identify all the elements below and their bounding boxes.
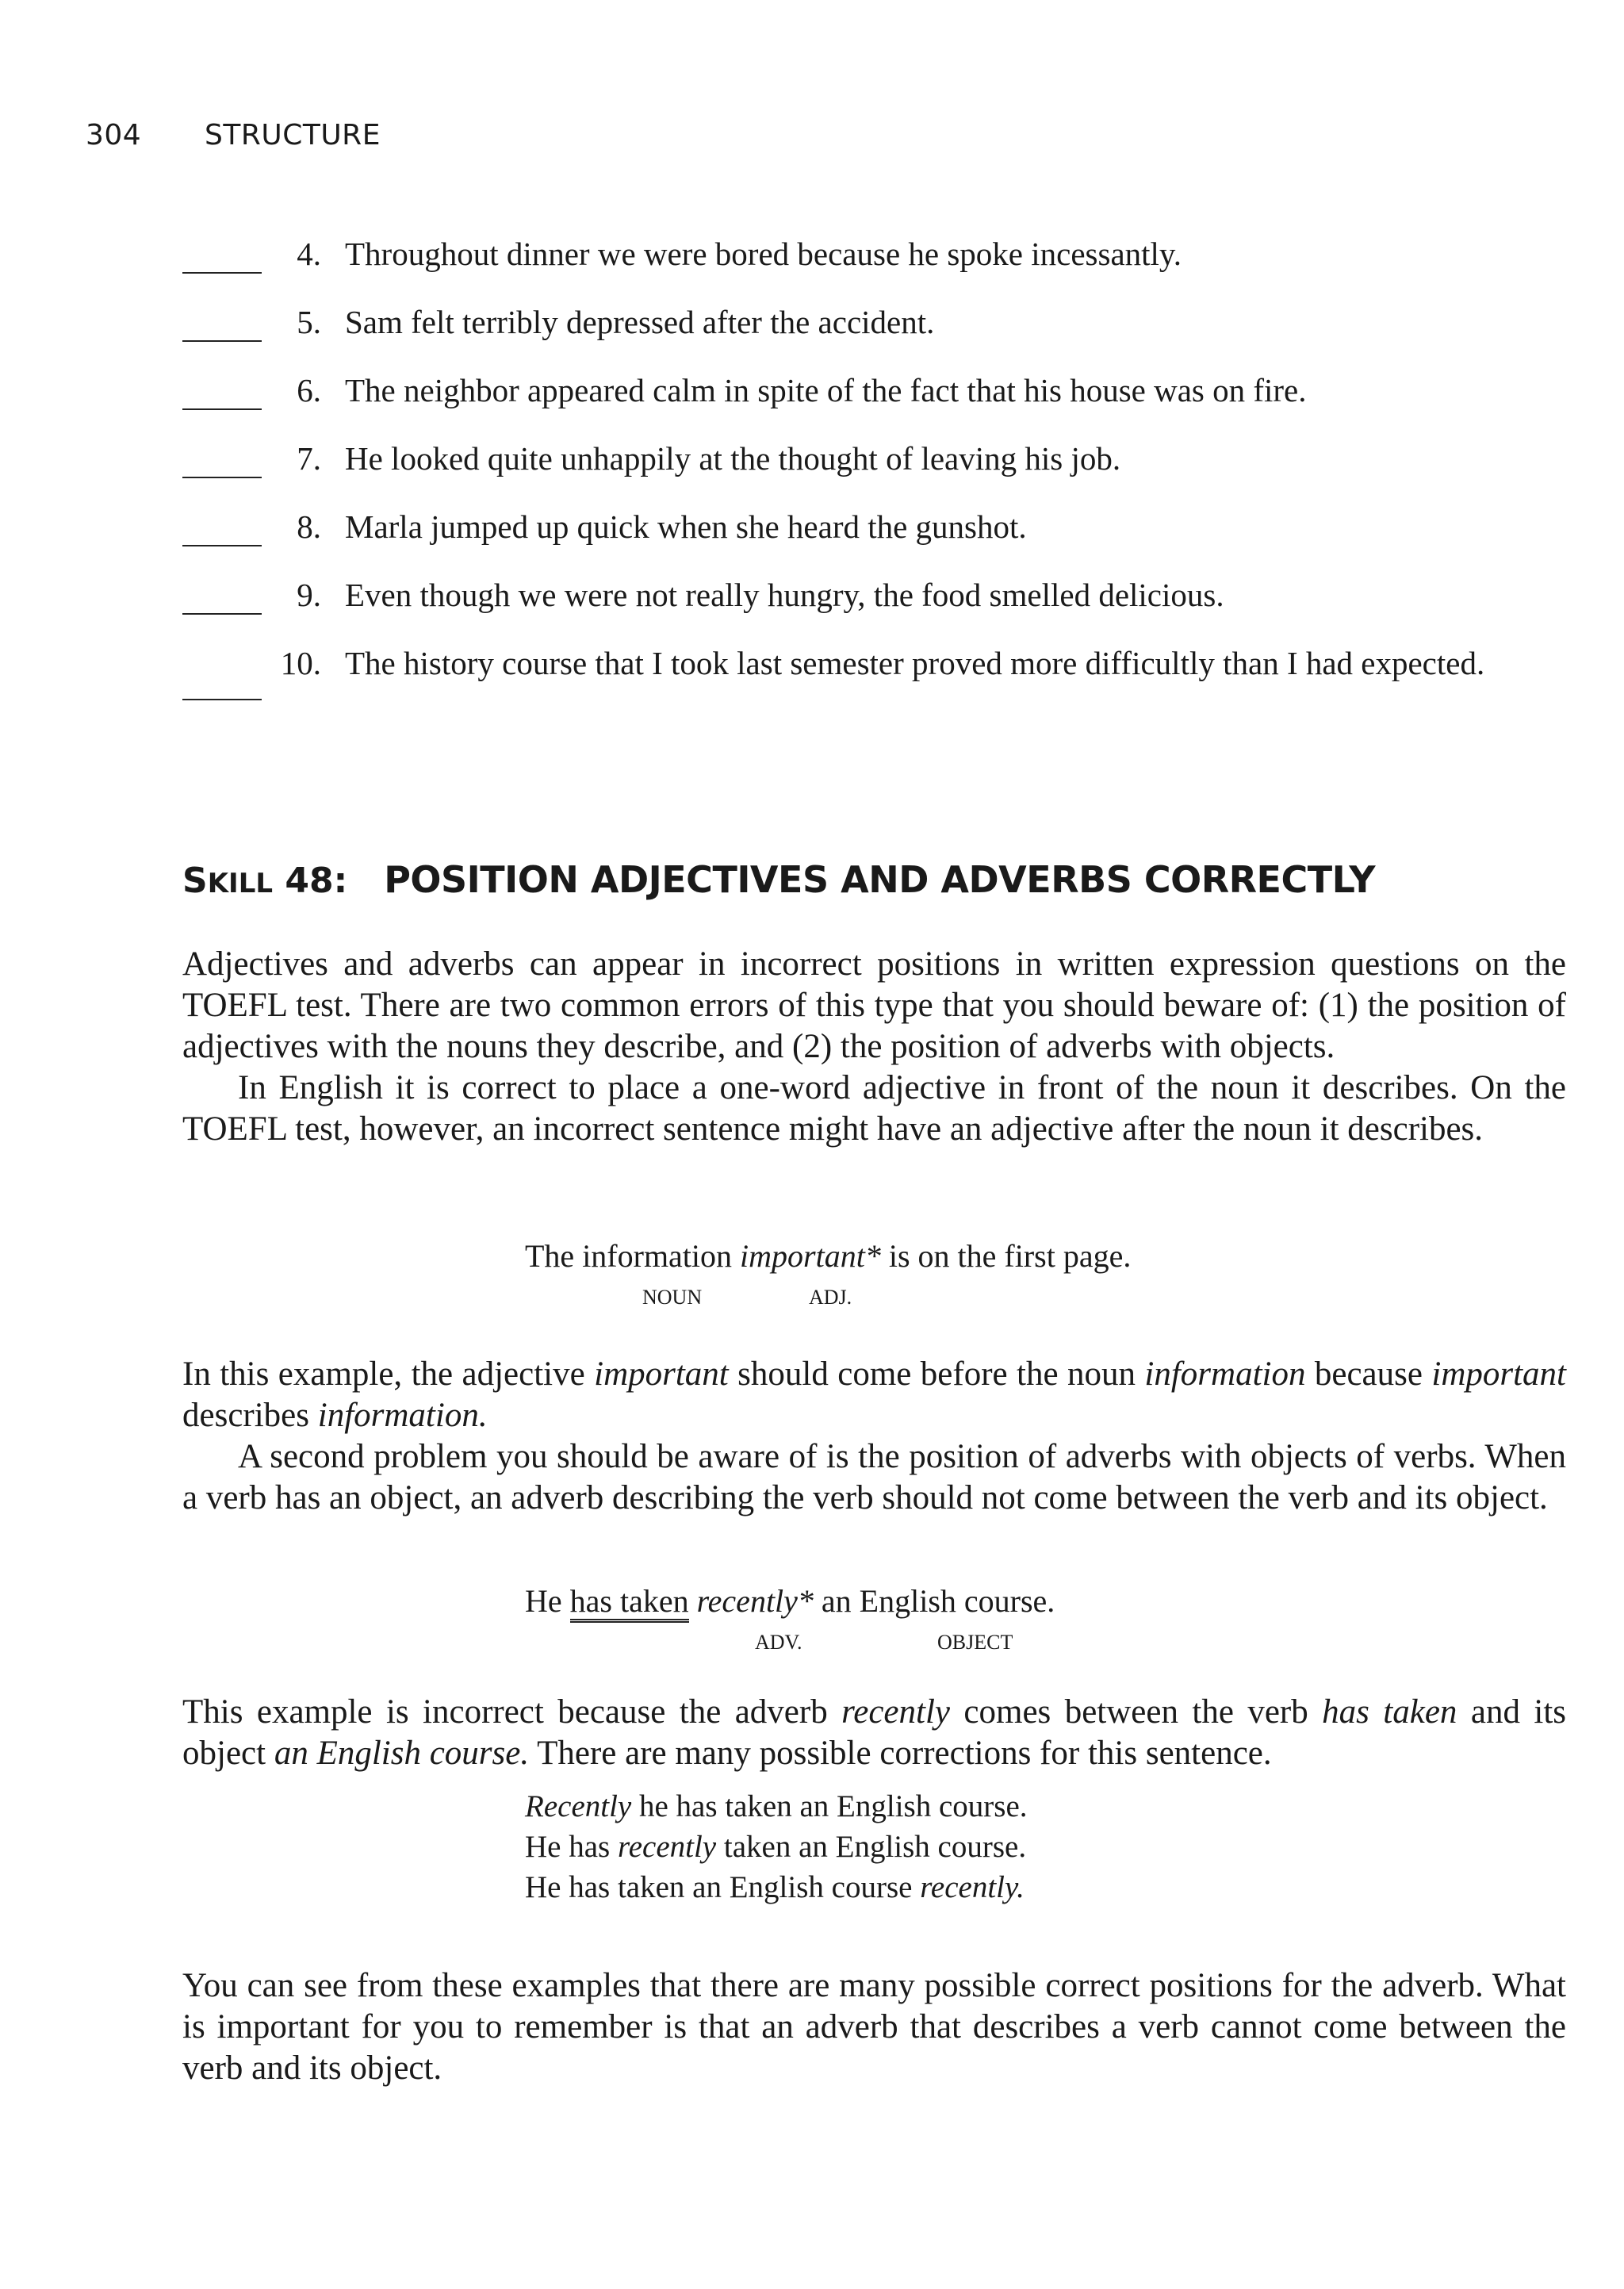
exercise-item bbox=[182, 435, 1530, 503]
example-text bbox=[689, 1583, 697, 1619]
text-run: comes between the verb bbox=[950, 1693, 1323, 1731]
skill-title-text: POSITION ADJECTIVES AND ADVERBS CORRECTLY bbox=[384, 858, 1376, 901]
correction-examples bbox=[525, 1786, 1028, 1908]
example-text: is on the first page. bbox=[880, 1238, 1132, 1274]
answer-blank[interactable] bbox=[182, 408, 262, 410]
closing-paragraph bbox=[182, 1965, 1566, 2089]
text-run: and its object bbox=[182, 1693, 1566, 1772]
example-error-word: recently* bbox=[696, 1583, 814, 1619]
text-run: he has taken an English course. bbox=[631, 1789, 1028, 1823]
paragraph: Adjectives and adverbs can appear in incorrect positions in written expression questions on the TOEFL test. There are two common errors of this type that you should beware of: (1) the position of adjectives with the nouns they describe, and (2) the position of adverbs with objects. bbox=[182, 945, 1566, 1065]
item-number: 10. bbox=[280, 645, 321, 681]
text-run-italic: Recently bbox=[525, 1789, 632, 1823]
intro-paragraphs bbox=[182, 944, 1566, 1150]
correction-intro bbox=[182, 1692, 1566, 1774]
example-labels bbox=[525, 1631, 1055, 1662]
item-sentence: The history course that I took last semester proved more difficultly than I had expected. bbox=[345, 645, 1485, 681]
example-text: He bbox=[525, 1583, 570, 1619]
answer-blank[interactable] bbox=[182, 272, 262, 274]
page-number: 304 bbox=[86, 119, 142, 151]
example-labels bbox=[525, 1286, 1131, 1317]
text-run-italic: important bbox=[594, 1355, 729, 1393]
answer-blank[interactable] bbox=[182, 699, 262, 700]
text-run: This example is incorrect because the adverb bbox=[182, 1693, 842, 1731]
exercise-item bbox=[182, 230, 1530, 298]
item-number: 6. bbox=[297, 372, 321, 408]
text-run-italic: recently bbox=[617, 1830, 717, 1864]
item-sentence: Throughout dinner we were bored because he spoke incessantly. bbox=[345, 236, 1182, 272]
exercise-item bbox=[182, 298, 1530, 366]
item-number: 7. bbox=[297, 440, 321, 477]
example-error-word: important* bbox=[740, 1238, 881, 1274]
label-object: OBJECT bbox=[937, 1631, 1013, 1654]
text-run-italic: has taken bbox=[1322, 1693, 1457, 1731]
example-sentence bbox=[525, 1582, 1055, 1620]
paragraph: In English it is correct to place a one-word adjective in front of the noun it describes. On the TOEFL test, however, an incorrect sentence might have an adjective after the noun it describes. bbox=[182, 1069, 1566, 1148]
example-sentence bbox=[525, 1237, 1131, 1275]
skill-label bbox=[182, 861, 347, 901]
text-run-italic: recently bbox=[841, 1693, 950, 1731]
exercise-item bbox=[182, 366, 1530, 435]
correction-line bbox=[525, 1827, 1028, 1867]
text-run: In this example, the adjective bbox=[182, 1355, 595, 1393]
correction-line bbox=[525, 1867, 1028, 1908]
paragraph: A second problem you should be aware of is the position of adverbs with objects of verbs. When a verb has an object, an adverb describing the verb should not come between the verb and its object. bbox=[182, 1438, 1566, 1516]
skill-label-initial: S bbox=[182, 861, 208, 901]
paragraph bbox=[182, 1692, 1566, 1774]
exercise-item bbox=[182, 639, 1530, 742]
section-title: STRUCTURE bbox=[205, 119, 381, 151]
label-adj: ADJ. bbox=[809, 1286, 852, 1309]
text-run: because bbox=[1305, 1355, 1432, 1393]
text-run-italic: information. bbox=[317, 1397, 488, 1434]
item-number: 5. bbox=[297, 304, 321, 340]
item-number: 8. bbox=[297, 508, 321, 545]
item-sentence: Marla jumped up quick when she heard the gunshot. bbox=[345, 508, 1027, 545]
item-sentence: The neighbor appeared calm in spite of the fact that his house was on fire. bbox=[345, 372, 1307, 408]
example-verb: has taken bbox=[570, 1583, 689, 1623]
example-adjective bbox=[525, 1237, 1131, 1317]
exercise-list bbox=[182, 230, 1530, 742]
explanation-paragraphs bbox=[182, 1354, 1566, 1519]
text-run-italic: an English course. bbox=[274, 1735, 530, 1772]
label-noun: NOUN bbox=[642, 1286, 703, 1309]
answer-blank[interactable] bbox=[182, 340, 262, 342]
answer-blank[interactable] bbox=[182, 545, 262, 546]
text-run: describes bbox=[182, 1397, 318, 1434]
paragraph bbox=[182, 1354, 1566, 1436]
exercise-item bbox=[182, 571, 1530, 639]
text-run: should come before the noun bbox=[728, 1355, 1145, 1393]
item-number: 4. bbox=[297, 236, 321, 272]
example-text: an English course. bbox=[813, 1583, 1055, 1619]
skill-number: 48: bbox=[285, 861, 348, 901]
answer-blank[interactable] bbox=[182, 477, 262, 478]
example-text: The information bbox=[525, 1238, 741, 1274]
text-run: He has bbox=[525, 1830, 618, 1864]
item-number: 9. bbox=[297, 577, 321, 613]
text-run: taken an English course. bbox=[716, 1830, 1027, 1864]
item-sentence: Even though we were not really hungry, the food smelled delicious. bbox=[345, 577, 1224, 613]
item-sentence: He looked quite unhappily at the thought of leaving his job. bbox=[345, 440, 1121, 477]
skill-heading bbox=[182, 858, 1375, 901]
text-run-italic: important bbox=[1431, 1355, 1567, 1393]
example-adverb bbox=[525, 1582, 1055, 1662]
text-run: He has taken an English course bbox=[525, 1870, 921, 1904]
exercise-item bbox=[182, 503, 1530, 571]
text-run: There are many possible corrections for this sentence. bbox=[529, 1735, 1272, 1772]
answer-blank[interactable] bbox=[182, 613, 262, 615]
text-run-italic: information bbox=[1144, 1355, 1306, 1393]
page-header bbox=[86, 119, 381, 151]
item-sentence: Sam felt terribly depressed after the accident. bbox=[345, 304, 935, 340]
skill-label-rest: KILL bbox=[207, 868, 274, 899]
label-adv: ADV. bbox=[755, 1631, 802, 1654]
text-run-italic: recently. bbox=[920, 1870, 1025, 1904]
correction-line bbox=[525, 1786, 1028, 1827]
paragraph: You can see from these examples that there are many possible correct positions for the adverb. What is important for you to remember is that an adverb that describes a verb cannot come between the verb and its object. bbox=[182, 1967, 1566, 2087]
